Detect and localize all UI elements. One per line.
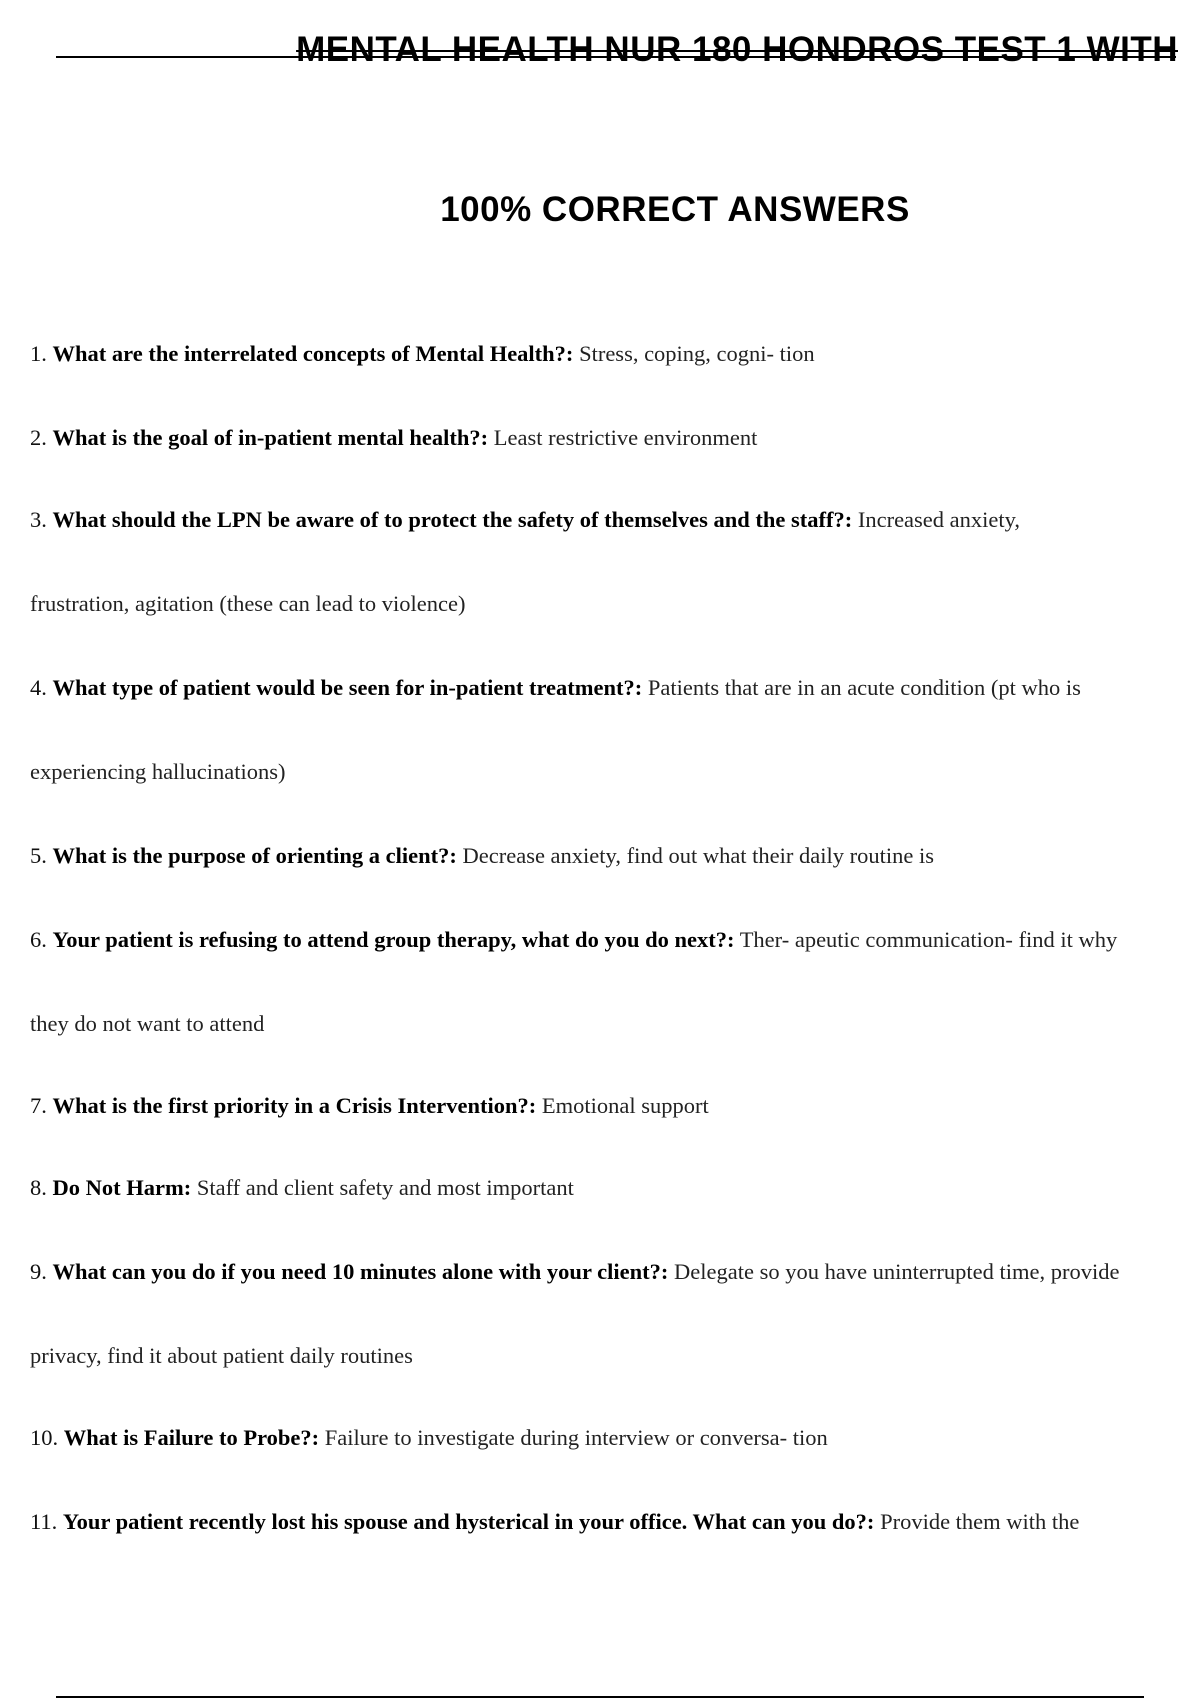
answer-text: Least restrictive environment bbox=[493, 425, 758, 450]
answer-text: Staff and client safety and most important bbox=[196, 1175, 574, 1200]
question-text: Do Not Harm: bbox=[52, 1175, 192, 1200]
qa-item-2 bbox=[30, 396, 1190, 480]
document-title-line1: MENTAL HEALTH NUR 180 HONDROS TEST 1 WITH bbox=[296, 30, 1178, 69]
question-text: What are the interrelated concepts of Mental Health?: bbox=[52, 341, 574, 366]
answer-continuation: they do not want to attend bbox=[30, 1011, 265, 1036]
answer-text: Decrease anxiety, find out what their daily routine is bbox=[462, 843, 935, 868]
qa-item-9 bbox=[30, 1230, 1190, 1398]
answer-continuation: frustration, agitation (these can lead to violence) bbox=[30, 591, 466, 616]
question-text: What is the purpose of orienting a client?: bbox=[52, 843, 457, 868]
qa-item-8 bbox=[30, 1146, 1190, 1230]
qa-item-1 bbox=[30, 312, 1190, 396]
item-number: 3. bbox=[30, 507, 47, 532]
item-number: 8. bbox=[30, 1175, 47, 1200]
answer-text: Increased anxiety, bbox=[857, 507, 1021, 532]
item-number: 2. bbox=[30, 425, 47, 450]
qa-item-11 bbox=[30, 1480, 1190, 1564]
answer-text: Failure to investigate during interview or conversa- tion bbox=[324, 1425, 828, 1450]
qa-item-3 bbox=[30, 478, 1190, 646]
answer-text: Delegate so you have uninterrupted time, provide bbox=[674, 1259, 1120, 1284]
question-text: What can you do if you need 10 minutes alone with your client?: bbox=[52, 1259, 669, 1284]
qa-item-6 bbox=[30, 898, 1190, 1066]
question-text: What is Failure to Probe?: bbox=[63, 1425, 320, 1450]
answer-continuation: privacy, find it about patient daily routines bbox=[30, 1343, 413, 1368]
question-text: What is the first priority in a Crisis Intervention?: bbox=[52, 1093, 537, 1118]
answer-text: Provide them with the bbox=[880, 1509, 1080, 1534]
item-number: 7. bbox=[30, 1093, 47, 1118]
answer-continuation: experiencing hallucinations) bbox=[30, 759, 286, 784]
item-number: 10. bbox=[30, 1425, 59, 1450]
qa-item-4 bbox=[30, 646, 1190, 814]
item-number: 5. bbox=[30, 843, 47, 868]
answer-text: Ther- apeutic communication- find it why bbox=[739, 927, 1118, 952]
item-number: 1. bbox=[30, 341, 47, 366]
document-title-line2: 100% CORRECT ANSWERS bbox=[440, 190, 910, 229]
item-number: 9. bbox=[30, 1259, 47, 1284]
qa-item-7 bbox=[30, 1064, 1190, 1148]
bottom-rule bbox=[56, 1696, 1144, 1698]
item-number: 11. bbox=[30, 1509, 58, 1534]
answer-text: Patients that are in an acute condition (pt who is bbox=[647, 675, 1081, 700]
item-number: 6. bbox=[30, 927, 47, 952]
item-number: 4. bbox=[30, 675, 47, 700]
question-text: What type of patient would be seen for in-patient treatment?: bbox=[52, 675, 643, 700]
answer-text: Stress, coping, cogni- tion bbox=[579, 341, 815, 366]
qa-item-5 bbox=[30, 814, 1190, 898]
qa-item-10 bbox=[30, 1396, 1190, 1480]
question-text: What is the goal of in-patient mental health?: bbox=[52, 425, 489, 450]
question-text: Your patient is refusing to attend group therapy, what do you do next?: bbox=[52, 927, 735, 952]
question-text: What should the LPN be aware of to protect the safety of themselves and the staff?: bbox=[52, 507, 853, 532]
answer-text: Emotional support bbox=[541, 1093, 709, 1118]
question-text: Your patient recently lost his spouse and hysterical in your office. What can you do?: bbox=[62, 1509, 875, 1534]
